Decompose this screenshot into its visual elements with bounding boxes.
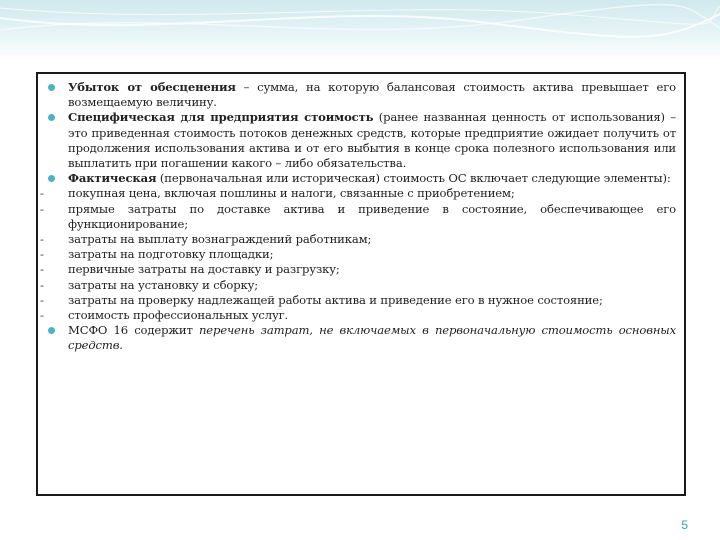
dash-marker: -	[40, 293, 44, 307]
dash-marker: -	[40, 248, 44, 262]
dash-marker: -	[40, 233, 44, 247]
bullet-icon	[48, 84, 55, 91]
content-box	[36, 72, 686, 496]
bullet-icon	[48, 175, 55, 182]
dash-marker: -	[40, 263, 44, 277]
cost-element-item	[40, 262, 676, 277]
cost-element-item	[40, 186, 676, 201]
dash-marker: -	[40, 278, 44, 292]
term-entity-specific-value: Специфическая для предприятия стоимость	[68, 110, 374, 125]
cost-element-text: первичные затраты на доставку и разгрузку;	[68, 262, 340, 277]
cost-element-text: прямые затраты по доставке актива и приведение в состояние, обеспечивающее его функционирование;	[68, 201, 676, 231]
header-decoration	[0, 0, 720, 60]
list-item-entity-specific-value	[48, 110, 676, 171]
cost-element-item	[40, 292, 676, 308]
term-actual-cost: Фактическая	[68, 171, 157, 186]
definition-entity-specific-value: (ранее названная ценность от использования) – это приведенная стоимость потоков денежных средств, которые предприятие ожидает получить от продолжения использования актива и от его выбытия в конце срока полезного использования или выплатить при погашении какого – либо обязательства.	[68, 110, 676, 171]
list-item-actual-cost	[48, 171, 676, 186]
cost-element-text: затраты на выплату вознаграждений работникам;	[68, 232, 372, 247]
cost-element-text: покупная цена, включая пошлины и налоги, связанные с приобретением;	[68, 186, 515, 201]
page-number: 5	[681, 518, 688, 532]
cost-element-item	[40, 232, 676, 247]
cost-element-text: затраты на подготовку площадки;	[68, 247, 274, 262]
cost-element-item	[40, 247, 676, 262]
ias16-excluded-costs: перечень затрат, не включаемых в первоначальную стоимость основных средств.	[68, 323, 676, 353]
cost-element-item	[40, 201, 676, 232]
definition-impairment-loss: – сумма, на которую балансовая стоимость актива превышает его возмещаемую величину.	[68, 80, 676, 110]
dash-marker: -	[40, 309, 44, 323]
cost-element-item	[40, 308, 676, 323]
list-item-ias16-note	[48, 323, 676, 353]
list-item-impairment-loss	[48, 80, 676, 110]
bullet-icon	[48, 114, 55, 121]
cost-element-text: стоимость профессиональных услуг.	[68, 308, 289, 323]
cost-element-text: затраты на проверку надлежащей работы актива и приведение его в нужное состояние;	[68, 292, 603, 307]
cost-element-item	[40, 277, 676, 293]
bullet-icon	[48, 327, 55, 334]
wave-decoration	[0, 0, 720, 60]
definition-actual-cost: (первоначальная или историческая) стоимость ОС включает следующие элементы):	[156, 171, 671, 186]
definitions-list	[40, 80, 676, 354]
cost-element-text: затраты на установку и сборку;	[68, 277, 259, 292]
dash-marker: -	[40, 187, 44, 201]
ias16-lead-text: МСФО 16 содержит	[68, 323, 199, 338]
term-impairment-loss: Убыток от обесценения	[68, 80, 236, 94]
dash-marker: -	[40, 202, 44, 216]
